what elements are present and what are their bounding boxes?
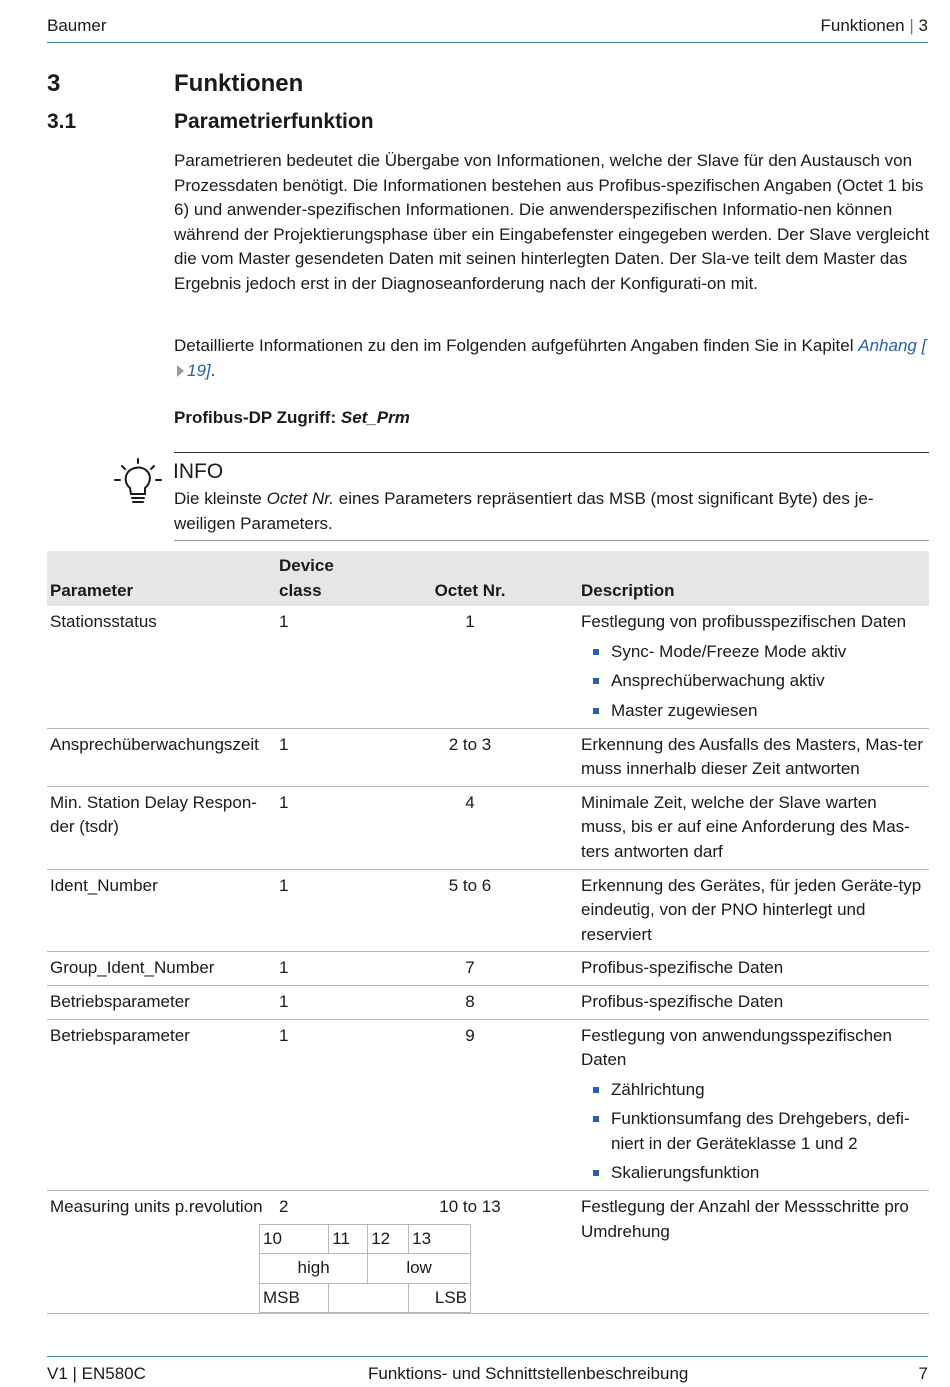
high-cell: high [260,1254,368,1284]
cell-description: Festlegung der Anzahl der Messschritte pro Umdrehung [578,1191,929,1314]
bullet-list [581,640,926,724]
cell-parameter: Betriebsparameter [47,1019,276,1191]
list-item: Skalierungsfunktion [581,1161,926,1186]
cell-parameter: Stationsstatus [47,606,276,728]
bullet-list [581,1078,926,1186]
table-row [47,786,929,869]
col-description: Description [578,551,929,606]
info-bottom-rule [174,540,929,541]
cell-device-class: 2 [276,1191,362,1314]
cell-octet: 8 [362,985,578,1019]
table-row [47,985,929,1019]
section-title: Parametrierfunktion [174,110,374,133]
cell-parameter: Min. Station Delay Respon-der (tsdr) [47,786,276,869]
cell-octet: 10 to 13 10 11 12 13 high low MSB LSB [362,1191,578,1314]
cell-octet: 7 [362,952,578,986]
lightbulb-icon [112,456,164,512]
table-header-row [47,551,929,606]
octet-cell: 11 [329,1224,368,1254]
cell-device-class: 1 [276,985,362,1019]
cell-parameter: Ident_Number [47,869,276,952]
col-device-class: Device class [276,551,362,606]
list-item: Master zugewiesen [581,699,926,724]
cell-octet: 9 [362,1019,578,1191]
chapter-number: 3 [47,70,61,97]
lsb-cell: LSB [409,1283,471,1313]
footer-title: Funktions- und Schnittstellenbeschreibung [368,1364,689,1383]
cell-description: Erkennung des Gerätes, für jeden Geräte-typ eindeutig, von der PNO hinterlegt und reserviert [578,869,929,952]
page-arrow-icon [177,365,184,377]
page-number: 7 [918,1364,928,1383]
cell-octet: 5 to 6 [362,869,578,952]
table-row [47,606,929,728]
cell-parameter: Betriebsparameter [47,985,276,1019]
info-top-rule [174,452,929,453]
cell-device-class: 1 [276,606,362,728]
octet-cell: 13 [409,1224,471,1254]
footer-version: V1 | EN580C [47,1364,146,1383]
table-row [47,952,929,986]
page-header [47,14,928,43]
cell-description: Festlegung von profibusspezifischen Daten Sync- Mode/Freeze Mode aktiv Ansprechüberwachung aktiv Master zugewiesen [578,606,929,728]
cell-octet: 2 to 3 [362,728,578,786]
cell-device-class: 1 [276,728,362,786]
table-row [47,728,929,786]
cell-parameter: Group_Ident_Number [47,952,276,986]
cell-device-class: 1 [276,869,362,952]
msb-cell: MSB [260,1283,329,1313]
cell-description: Profibus-spezifische Daten [578,952,929,986]
parameter-table [47,551,929,1314]
info-text: Die kleinste Octet Nr. eines Parameters repräsentiert das MSB (most significant Byte) des je-weiligen Parameters. [174,489,874,533]
cell-description: Profibus-spezifische Daten [578,985,929,1019]
list-item: Funktionsumfang des Drehgebers, defi-niert in der Geräteklasse 1 und 2 [581,1107,926,1156]
cell-parameter: Measuring units p.revolution [47,1191,276,1314]
cell-parameter: Ansprechüberwachungszeit [47,728,276,786]
octet-cell: 10 [260,1224,329,1254]
appendix-link[interactable]: Anhang [19] [174,336,926,380]
chapter-title: Funktionen [174,70,304,97]
profibus-access: Profibus-DP Zugriff: Set_Prm [174,408,410,427]
low-cell: low [368,1254,471,1284]
list-item: Zählrichtung [581,1078,926,1103]
section-number: 3.1 [47,110,77,133]
octet-cell: 12 [368,1224,409,1254]
header-brand: Baumer [47,16,107,35]
list-item: Sync- Mode/Freeze Mode aktiv [581,640,926,665]
table-row [47,1019,929,1191]
cell-octet: 1 [362,606,578,728]
col-octet: Octet Nr. [362,551,578,606]
col-parameter: Parameter [47,551,276,606]
page-footer [47,1356,928,1387]
info-title: INFO [173,460,224,483]
details-paragraph: Detaillierte Informationen zu den im Folgenden aufgeführten Angaben finden Sie in Kapitel Anhang [19]. [174,336,927,380]
table-row [47,1191,929,1314]
cell-description: Erkennung des Ausfalls des Masters, Mas-ter muss innerhalb dieser Zeit antworten [578,728,929,786]
cell-description: Minimale Zeit, welche der Slave warten muss, bis er auf eine Anforderung des Mas-ters antworten darf [578,786,929,869]
cell-octet: 4 [362,786,578,869]
header-section: Funktionen | 3 [820,16,928,35]
table-row [47,869,929,952]
cell-description: Festlegung von anwendungsspezifischen Daten Zählrichtung Funktionsumfang des Drehgebers, defi-niert in der Geräteklasse 1 und 2 Skalierungsfunktion [578,1019,929,1191]
list-item: Ansprechüberwachung aktiv [581,669,926,694]
cell-device-class: 1 [276,952,362,986]
cell-device-class: 1 [276,1019,362,1191]
cell-device-class: 1 [276,786,362,869]
octet-byte-table [259,1224,471,1314]
empty-cell [329,1283,409,1313]
intro-paragraph: Parametrieren bedeutet die Übergabe von Informationen, welche der Slave für den Austausch von Prozessdaten benötigt. Die Informationen bestehen aus Profibus-spezifischen Angaben (Octet 1 bis 6) und anwender-spezifischen Informationen. Die anwenderspezifischen Informatio-nen können während der Projektierungsphase über ein Eingabefenster eingegeben werden. Der Slave vergleicht die vom Master gesendeten Daten mit seinen hinterlegten Daten. Der Sla-ve teilt dem Master das Ergebnis jedoch erst in der Diagnoseanforderung nach der Konfigurati-on mit. [174,151,930,293]
